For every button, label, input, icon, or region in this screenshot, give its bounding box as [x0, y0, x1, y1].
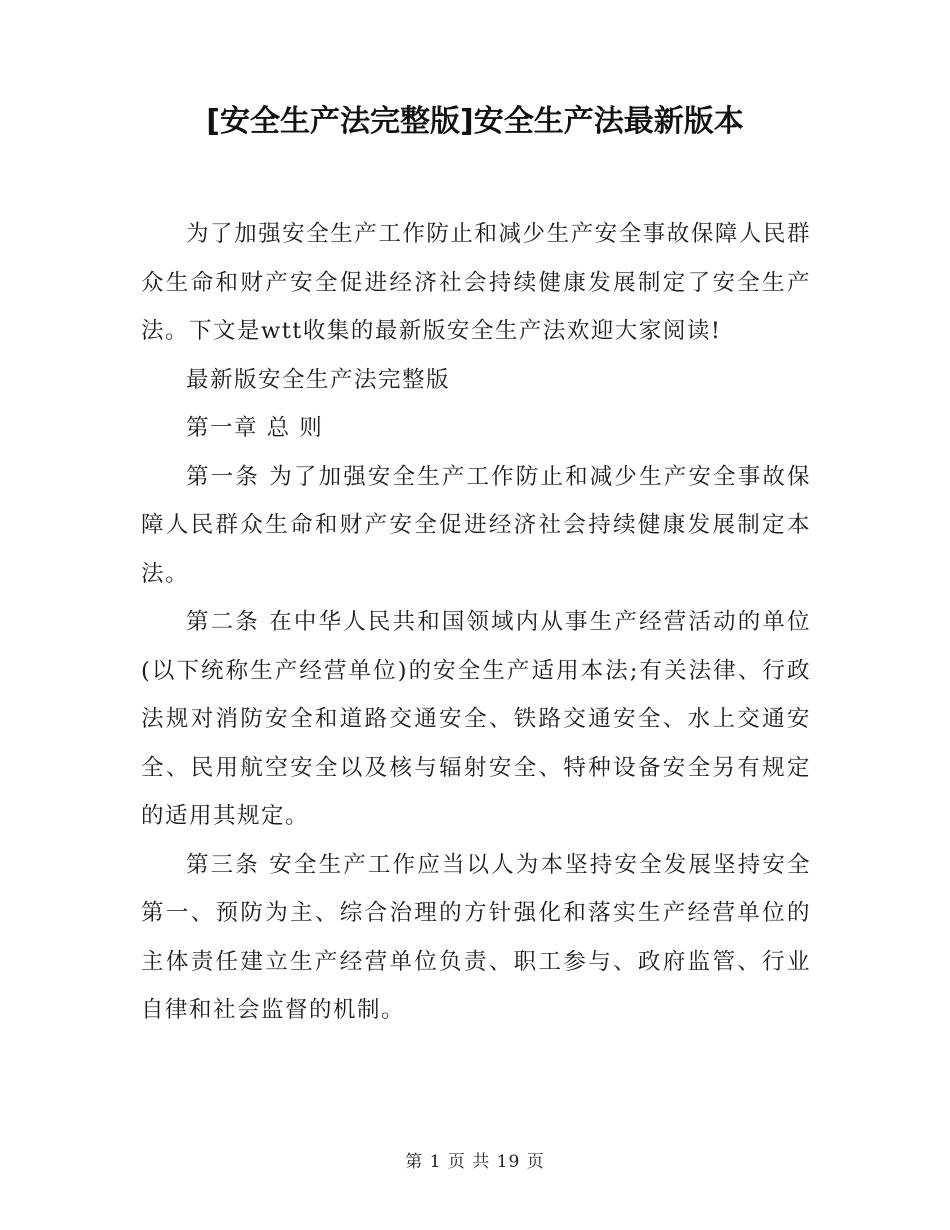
article-2: 第二条 在中华人民共和国领域内从事生产经营活动的单位(以下统称生产经营单位)的安全生产适用本法;有关法律、行政法规对消防安全和道路交通安全、铁路交通安全、水上交通安全、民用航空安全以及核与辐射安全、特种设备安全另有规定的适用其规定。	[141, 609, 811, 829]
intro-paragraph: 为了加强安全生产工作防止和减少生产安全事故保障人民群众生命和财产安全促进经济社会持续健康发展制定了安全生产法。下文是wtt收集的最新版安全生产法欢迎大家阅读!	[141, 221, 811, 344]
section-heading: 最新版安全生产法完整版	[186, 366, 451, 393]
article-1: 第一条 为了加强安全生产工作防止和减少生产安全事故保障人民群众生命和财产安全促进经济社会持续健康发展制定本法。	[141, 463, 811, 587]
document-title: [安全生产法完整版]安全生产法最新版本	[206, 104, 744, 139]
chapter-heading: 第一章 总 则	[186, 415, 324, 441]
article-3: 第三条 安全生产工作应当以人为本坚持安全发展坚持安全第一、预防为主、综合治理的方针强化和落实生产经营单位的主体责任建立生产经营单位负责、职工参与、政府监管、行业自律和社会监督的机制。	[141, 851, 811, 1023]
document-body	[141, 210, 811, 1035]
page-number-footer: 第 1 页 共 19 页	[405, 1152, 545, 1172]
